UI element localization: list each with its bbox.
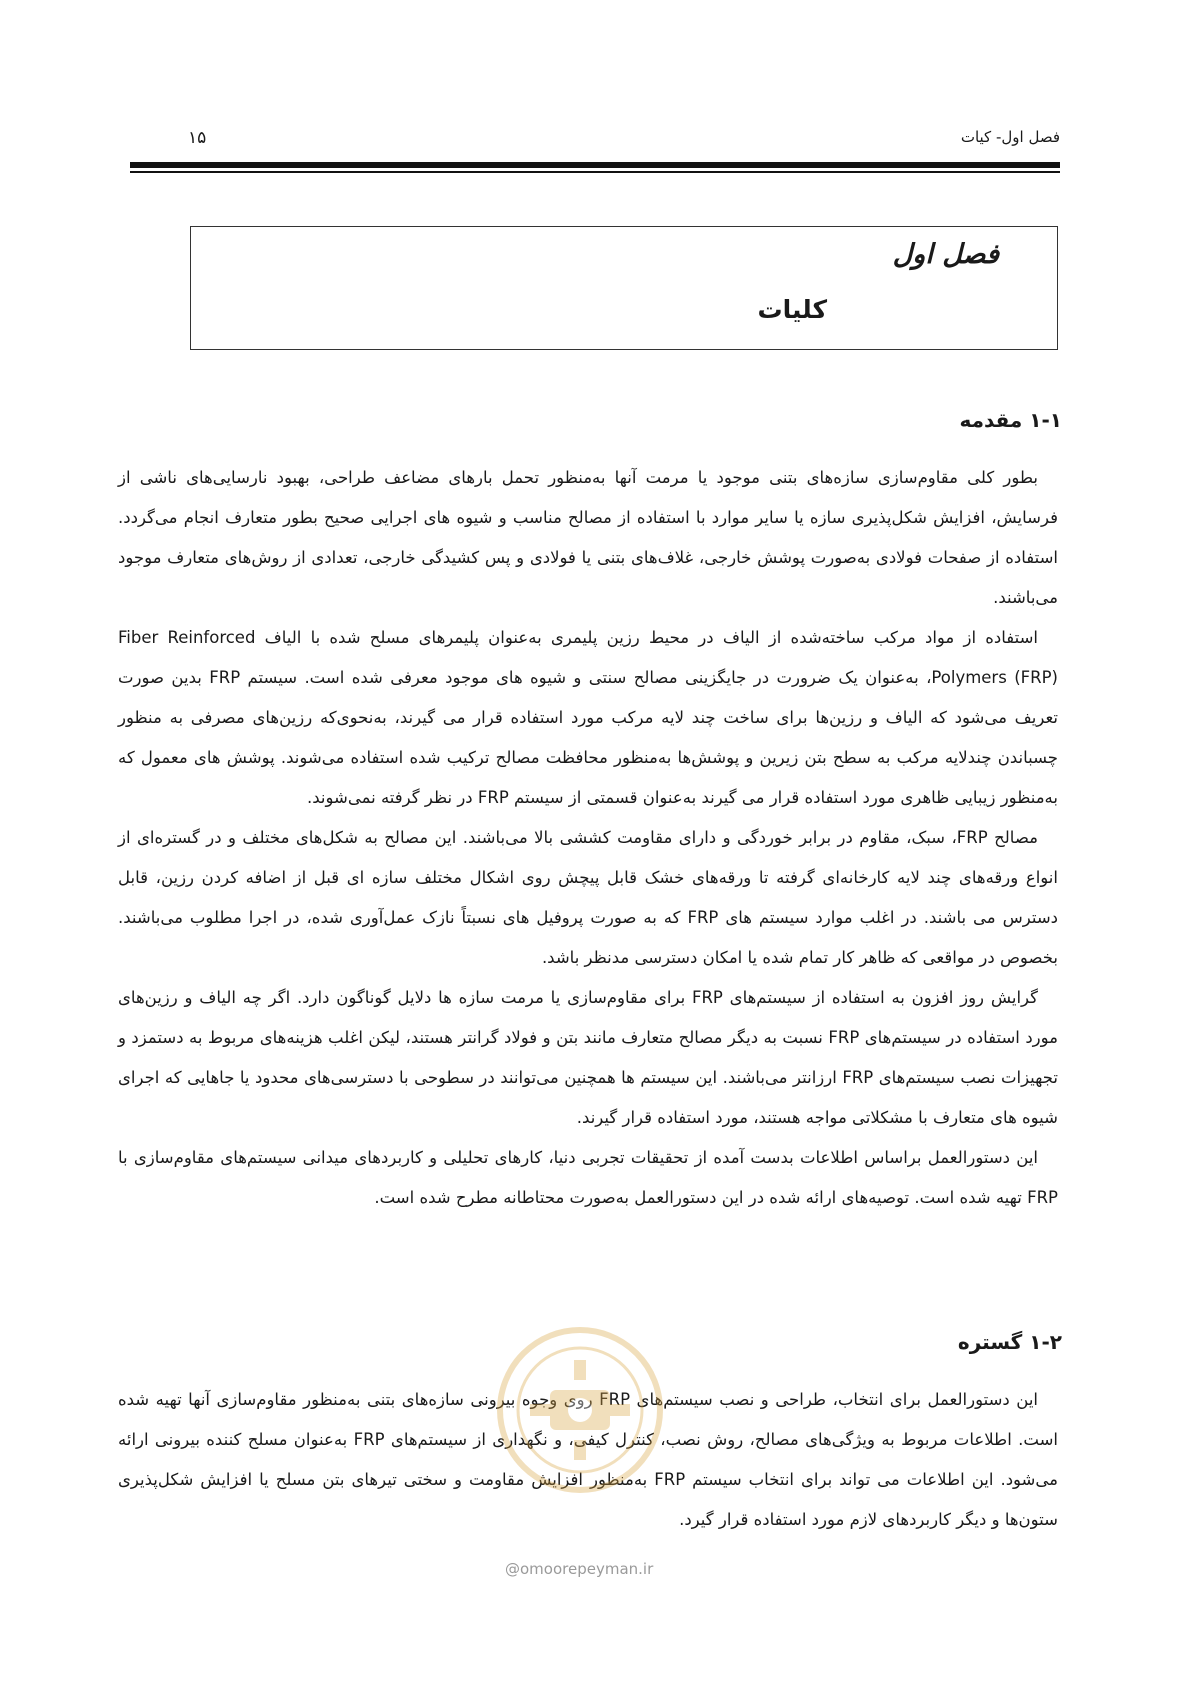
paragraph: این دستورالعمل برای انتخاب، طراحی و نصب سیستم‌های FRP روی وجوه بیرونی سازه‌های بتنی به‌منظور مقاوم‌سازی آنها تهیه شده است. اطلاعات مربوط به ویژگی‌های مصالح، روش نصب، کنترل کیفی، و نگهداری از سیستم‌های FRP به‌عنوان مسلح کننده بیرونی ارائه می‌شود. این اطلاعات می تواند برای انتخاب سیستم FRP به‌منظور افزایش مقاومت و سختی تیرهای بتن مسلح یا افزایش شکل‌پذیری ستون‌ها و دیگر کاربردهای لازم مورد استفاده قرار گیرد. [118, 1390, 1058, 1529]
paragraph: بطور کلی مقاوم‌سازی سازه‌های بتنی موجود یا مرمت آنها به‌منظور تحمل بارهای مضاعف طراحی، بهبود نارسایی‌های ناشی از فرسایش، افزایش شکل‌پذیری سازه یا سایر موارد با استفاده از مصالح مناسب و شیوه های اجرایی صحیح بطور متعارف انجام می‌گردد. استفاده از صفحات فولادی به‌صورت پوشش خارجی، غلاف‌های بتنی یا فولادی و پس کشیدگی خارجی، تعدادی از روش‌های متعارف موجود می‌باشند. [118, 468, 1058, 607]
section-heading-introduction: ۱-۱ مقدمه [959, 408, 1062, 432]
chapter-label: فصل اول [892, 239, 999, 270]
section-body-introduction [118, 458, 1058, 1218]
chapter-title: کلیات [757, 295, 827, 324]
section-body-scope [118, 1380, 1058, 1540]
chapter-title-box [190, 226, 1058, 350]
paragraph: مصالح FRP، سبک، مقاوم در برابر خوردگی و دارای مقاومت کششی بالا می‌باشند. این مصالح به شکل‌های مختلف و در گستره‌ای از انواع ورقه‌های چند لایه کارخانه‌ای گرفته تا ورقه‌های خشک قابل پیچش روی اشکال مختلف سازه ای قبل از اضافه کردن رزین، قابل دسترس می باشند. در اغلب موارد سیستم های FRP که به صورت پروفیل های نسبتاً نازک عمل‌آوری شده، در اجرا مطلوب می‌باشند. بخصوص در مواقعی که ظاهر کار تمام شده یا امکان دسترسی مدنظر باشد. [118, 828, 1058, 967]
paragraph: استفاده از مواد مرکب ساخته‌شده از الیاف در محیط رزین پلیمری به‌عنوان پلیمرهای مسلح شده با الیاف Fiber Reinforced Polymers (FRP)، به‌عنوان یک ضرورت در جایگزینی مصالح سنتی و شیوه های موجود معرفی شده است. سیستم FRP بدین صورت تعریف می‌شود که الیاف و رزین‌ها برای ساخت چند لایه مرکب مورد استفاده قرار می گیرند، به‌نحوی‌که رزین‌های مصرفی به منظور چسباندن چندلایه مرکب به سطح بتن زیرین و پوشش‌ها به‌منظور محافظت مصالح ترکیب شده استفاده می‌شوند. پوشش های معمول که به‌منظور زیبایی ظاهری مورد استفاده قرار می گیرند به‌عنوان قسمتی از سیستم FRP در نظر گرفته نمی‌شوند. [118, 628, 1058, 807]
page-number: ۱۵ [188, 128, 207, 148]
paragraph: این دستورالعمل براساس اطلاعات بدست آمده از تحقیقات تجربی دنیا، کارهای تحلیلی و کاربردهای میدانی سیستم‌های مقاوم‌سازی با FRP تهیه شده است. توصیه‌های ارائه شده در این دستورالعمل به‌صورت محتاطانه مطرح شده است. [118, 1148, 1058, 1207]
watermark-url: @omoorepeyman.ir [505, 1560, 654, 1578]
page-header [130, 128, 1060, 158]
section-heading-scope: ۱-۲ گستره [957, 1330, 1062, 1354]
running-title: فصل اول- کیات [960, 128, 1060, 146]
paragraph: گرایش روز افزون به استفاده از سیستم‌های FRP برای مقاوم‌سازی یا مرمت سازه ها دلایل گوناگون دارد. اگر چه الیاف و رزین‌های مورد استفاده در سیستم‌های FRP نسبت به دیگر مصالح متعارف مانند بتن و فولاد گرانتر هستند، لیکن اغلب هزینه‌های مربوط به دستمزد و تجهیزات نصب سیستم‌های FRP ارزانتر می‌باشند. این سیستم ها همچنین می‌توانند در سطوحی با دسترسی‌های محدود یا جاهایی که اجرای شیوه های متعارف با مشکلاتی مواجه هستند، مورد استفاده قرار گیرند. [118, 988, 1059, 1127]
header-rule-thin [130, 171, 1060, 173]
header-rule-thick [130, 162, 1060, 168]
